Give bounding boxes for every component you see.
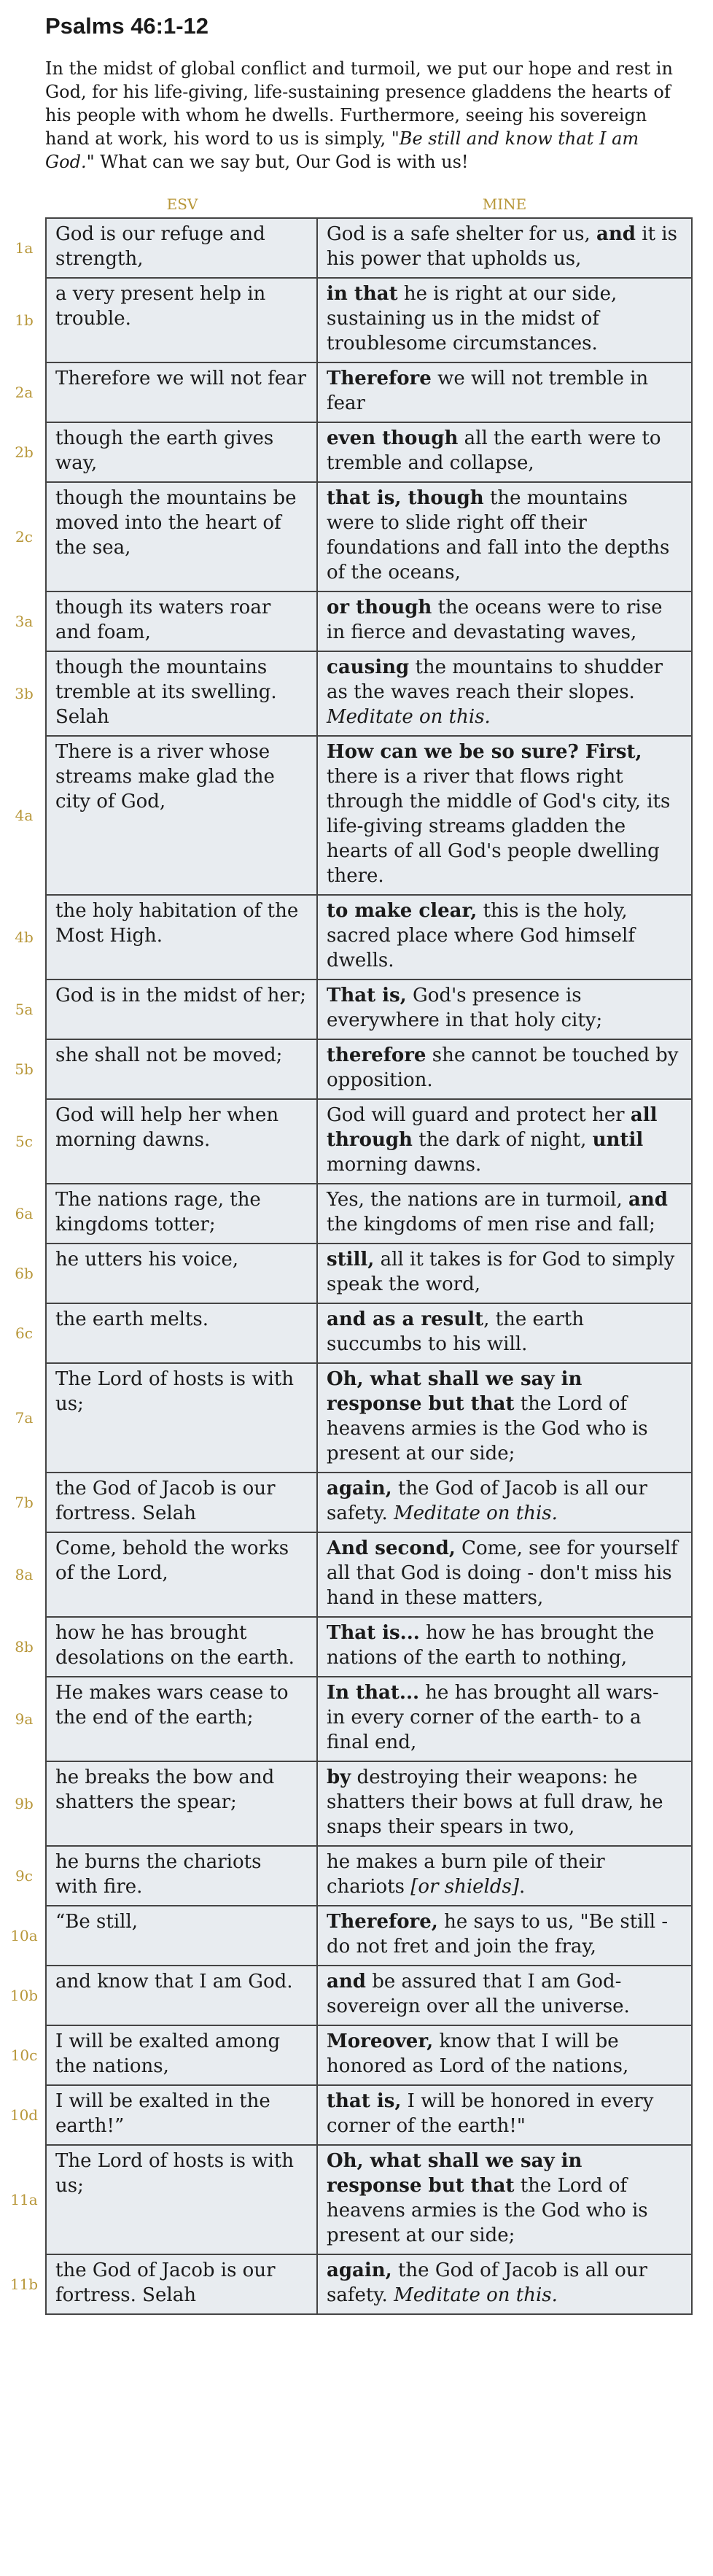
emphasis-text: to make clear, (327, 900, 478, 922)
emphasis-text: all through (327, 1104, 658, 1151)
esv-cell: she shall not be moved; (47, 1040, 318, 1098)
intro-text: In the midst of global conflict and turmoil, we put our hope and rest in God, for his life-giving, life-sustaining presence gladdens the hearts of his people with whom he dwells. Furthermore, seeing his sovereign hand at work, his word to us is simply, (45, 58, 673, 149)
esv-cell: how he has brought desolations on the earth. (47, 1618, 318, 1676)
esv-cell: God is our refuge and strength, (47, 219, 318, 277)
verse-number: 7b (15, 1494, 34, 1511)
table-row (15, 481, 691, 591)
emphasis-text: That is... (327, 1622, 420, 1644)
mine-cell (318, 1040, 688, 1098)
paraphrase-text: I will be honored in every corner of the earth!" (327, 2090, 654, 2137)
verse-number: 5a (15, 1001, 34, 1018)
esv-cell: he utters his voice, (47, 1244, 318, 1303)
esv-cell: He makes wars cease to the end of the earth; (47, 1677, 318, 1761)
table-row (15, 1532, 691, 1616)
table-row (15, 735, 691, 894)
esv-cell: The nations rage, the kingdoms totter; (47, 1184, 318, 1243)
verse-number: 9c (15, 1867, 33, 1885)
italic-text: Meditate on this. (394, 2284, 558, 2306)
table-row (15, 1183, 691, 1243)
esv-cell: I will be exalted among the nations, (47, 2026, 318, 2084)
mine-cell (318, 1304, 688, 1362)
verse-number: 5c (15, 1133, 33, 1150)
table-row (15, 1098, 691, 1183)
verse-number: 9b (15, 1795, 34, 1812)
paraphrase-text: we will not tremble in fear (327, 368, 649, 414)
paraphrase-text: there is a river that flows right through the middle of God's city, its life-giving streams gladden the hearts of all God's people dwelling there. (327, 766, 671, 887)
esv-cell: Therefore we will not fear (47, 363, 318, 422)
emphasis-text: and (596, 223, 636, 245)
paraphrase-text: , the earth succumbs to his will. (327, 1308, 584, 1355)
emphasis-text: again, (327, 2259, 392, 2281)
verse-number: 6a (15, 1205, 34, 1222)
esv-cell: a very present help in trouble. (47, 279, 318, 362)
paraphrase-text: the mountains were to slide right off their foundations and fall into the depths of the oceans, (327, 487, 670, 583)
verse-number: 5b (15, 1060, 34, 1078)
table-row (10, 2025, 691, 2084)
verse-number: 8b (15, 1638, 34, 1656)
esv-cell: though the mountains tremble at its swelling. Selah (47, 652, 318, 735)
paraphrase-text: he has brought all wars- in every corner of the earth- to a final end, (327, 1682, 659, 1753)
table-row (15, 651, 691, 735)
table-row (15, 1303, 691, 1362)
mine-cell (318, 737, 688, 894)
paraphrase-text: all the earth were to tremble and collapse, (327, 427, 661, 474)
mine-cell (318, 1762, 688, 1845)
mine-cell (318, 1966, 688, 2025)
emphasis-text: Oh, what shall we say in response but that (327, 2150, 583, 2197)
mine-cell (318, 2086, 688, 2144)
emphasis-text: therefore (327, 1044, 426, 1066)
esv-cell: the God of Jacob is our fortress. Selah (47, 1473, 318, 1532)
paraphrase-text: it is his power that upholds us, (327, 223, 677, 270)
verse-number: 10b (9, 1987, 39, 2004)
verse-number: 2a (15, 384, 34, 401)
mine-cell (318, 1847, 688, 1905)
paraphrase-text: be assured that I am God-sovereign over all the universe. (327, 1971, 630, 2017)
verse-number: 10d (9, 2106, 39, 2124)
emphasis-text: by (327, 1766, 351, 1788)
mine-cell (318, 1364, 688, 1472)
intro-paragraph (45, 57, 687, 174)
esv-cell: Come, behold the works of the Lord, (47, 1533, 318, 1616)
mine-cell (318, 2146, 688, 2254)
mine-cell (318, 279, 688, 362)
mine-cell (318, 1618, 688, 1676)
emphasis-text: in that (327, 283, 398, 305)
esv-cell: though the mountains be moved into the heart of the sea, (47, 483, 318, 591)
paraphrase-text: the Lord of heavens armies is the God who is present at our side; (327, 2175, 648, 2246)
mine-cell (318, 592, 688, 651)
verse-number: 1a (15, 239, 34, 257)
verse-number: 1b (15, 311, 34, 329)
table-row (15, 1362, 691, 1472)
table-row (15, 1616, 691, 1676)
esv-cell: he burns the chariots with fire. (47, 1847, 318, 1905)
table-row (15, 362, 691, 422)
emphasis-text: Oh, what shall we say in response but that (327, 1368, 583, 1415)
paraphrase-text: God will guard and protect her (327, 1104, 631, 1126)
emphasis-text: that is, (327, 2090, 402, 2112)
table-row (15, 219, 691, 277)
esv-cell: he breaks the bow and shatters the spear; (47, 1762, 318, 1845)
verse-number: 2b (15, 443, 34, 461)
emphasis-text: and (327, 1971, 366, 1993)
table-row (15, 277, 691, 362)
verse-number: 3b (15, 685, 34, 702)
mine-cell (318, 896, 688, 979)
mine-cell (318, 980, 688, 1039)
emphasis-text: And second, (327, 1537, 456, 1559)
emphasis-text: Moreover, (327, 2030, 434, 2052)
mine-cell (318, 1906, 688, 1965)
verse-number: 10c (10, 2047, 38, 2064)
paraphrase-text: the Lord of heavens armies is the God who is present at our side; (327, 1393, 648, 1464)
table-row (15, 894, 691, 979)
paraphrase-text: God is a safe shelter for us, (327, 223, 597, 245)
table-row (9, 2084, 691, 2144)
table-row (10, 2144, 691, 2254)
emphasis-text: Therefore (327, 368, 432, 389)
mine-cell (318, 219, 688, 277)
verse-number: 6c (15, 1324, 33, 1342)
page-title: Psalms 46:1-12 (45, 13, 209, 39)
verse-number: 7a (15, 1409, 34, 1427)
paraphrase-text: the dark of night, (412, 1129, 593, 1151)
italic-text: Meditate on this. (327, 706, 491, 728)
verse-number: 4a (15, 807, 34, 824)
mine-cell (318, 2255, 688, 2313)
paraphrase-text: Come, see for yourself all that God is doing - don't miss his hand in these matters, (327, 1537, 678, 1609)
verse-number: 9a (15, 1710, 34, 1728)
emphasis-text: In that... (327, 1682, 420, 1704)
esv-cell: the God of Jacob is our fortress. Selah (47, 2255, 318, 2313)
table-row (15, 1472, 691, 1532)
paraphrase-text: he makes a burn pile of their chariots (327, 1851, 605, 1898)
esv-cell: the holy habitation of the Most High. (47, 896, 318, 979)
paraphrase-text: she cannot be touched by opposition. (327, 1044, 679, 1091)
verse-number: 4b (15, 928, 34, 946)
mine-cell (318, 1533, 688, 1616)
table-row (15, 1243, 691, 1303)
paraphrase-text: morning dawns. (327, 1154, 482, 1176)
paraphrase-text: the God of Jacob is all our safety. (327, 2259, 647, 2306)
verse-number: 10a (10, 1927, 38, 1944)
paraphrase-text: how he has brought the nations of the earth to nothing, (327, 1622, 655, 1669)
paraphrase-text: the kingdoms of men rise and fall; (327, 1214, 655, 1235)
emphasis-text: still, (327, 1249, 375, 1270)
paraphrase-text: he is right at our side, sustaining us in the midst of troublesome circumstances. (327, 283, 617, 354)
esv-cell: the earth melts. (47, 1304, 318, 1362)
paraphrase-text: God's presence is everywhere in that holy city; (327, 985, 603, 1031)
esv-cell: though its waters roar and foam, (47, 592, 318, 651)
paraphrase-text: this is the holy, sacred place where God himself dwells. (327, 900, 635, 971)
paraphrase-text: Yes, the nations are in turmoil, (327, 1189, 629, 1211)
mine-cell (318, 363, 688, 422)
esv-cell: “Be still, (47, 1906, 318, 1965)
mine-cell (318, 1473, 688, 1532)
emphasis-text: Therefore, (327, 1911, 438, 1933)
mine-cell (318, 2026, 688, 2084)
mine-cell (318, 423, 688, 481)
italic-text: Meditate on this. (394, 1502, 558, 1524)
intro-closing: What can we say but, Our God is with us! (94, 152, 469, 172)
emphasis-text: even though (327, 427, 459, 449)
paraphrase-text: know that I will be honored as Lord of the nations, (327, 2030, 629, 2077)
mine-cell (318, 1100, 688, 1183)
esv-cell: There is a river whose streams make glad the city of God, (47, 737, 318, 894)
mine-cell (318, 1244, 688, 1303)
emphasis-text: and (628, 1189, 668, 1211)
table-row (10, 1905, 691, 1965)
esv-cell: God is in the midst of her; (47, 980, 318, 1039)
table-row (9, 2254, 691, 2313)
mine-cell (318, 1677, 688, 1761)
esv-cell: though the earth gives way, (47, 423, 318, 481)
paraphrase-text: all it takes is for God to simply speak the word, (327, 1249, 675, 1295)
table-row (15, 1039, 691, 1098)
paraphrase-text: the mountains to shudder as the waves reach their slopes. (327, 656, 663, 703)
esv-cell: The Lord of hosts is with us; (47, 1364, 318, 1472)
table-row (15, 1761, 691, 1845)
paraphrase-text: he says to us, "Be still - do not fret and join the fray, (327, 1911, 669, 1958)
verse-number: 2c (15, 528, 33, 546)
emphasis-text: that is, though (327, 487, 484, 509)
verse-number: 6b (15, 1265, 34, 1282)
verse-number: 8a (15, 1566, 34, 1583)
table-row (15, 979, 691, 1039)
esv-cell: and know that I am God. (47, 1966, 318, 2025)
emphasis-text: That is, (327, 985, 407, 1006)
paraphrase-text: . (519, 1876, 526, 1898)
paraphrase-text: destroying their weapons: he shatters their bows at full draw, he snaps their spears in two, (327, 1766, 663, 1838)
emphasis-text: until (592, 1129, 644, 1151)
mine-cell (318, 483, 688, 591)
emphasis-text: and as a result (327, 1308, 484, 1330)
column-header-esv: ESV (166, 195, 198, 213)
emphasis-text: again, (327, 1478, 392, 1500)
table-row (15, 1676, 691, 1761)
table-row (15, 591, 691, 651)
emphasis-text: or though (327, 597, 432, 618)
paraphrase-text: the oceans were to rise in fierce and devastating waves, (327, 597, 663, 643)
table-row (15, 422, 691, 481)
verse-number: 11a (10, 2191, 38, 2208)
table-row (9, 1965, 691, 2025)
comparison-table (9, 217, 693, 2315)
verse-number: 3a (15, 613, 34, 630)
verse-number: 11b (9, 2276, 39, 2293)
esv-cell: The Lord of hosts is with us; (47, 2146, 318, 2254)
mine-cell (318, 652, 688, 735)
column-header-mine: MINE (482, 195, 527, 213)
emphasis-text: causing (327, 656, 410, 678)
esv-cell: God will help her when morning dawns. (47, 1100, 318, 1183)
table-row (15, 1845, 691, 1905)
mine-cell (318, 1184, 688, 1243)
esv-cell: I will be exalted in the earth!” (47, 2086, 318, 2144)
paraphrase-text: the God of Jacob is all our safety. (327, 1478, 647, 1524)
italic-text: [or shields] (410, 1876, 519, 1898)
intro-quote: "Be still and know that I am God." (45, 128, 639, 172)
emphasis-text: How can we be so sure? First, (327, 741, 642, 763)
